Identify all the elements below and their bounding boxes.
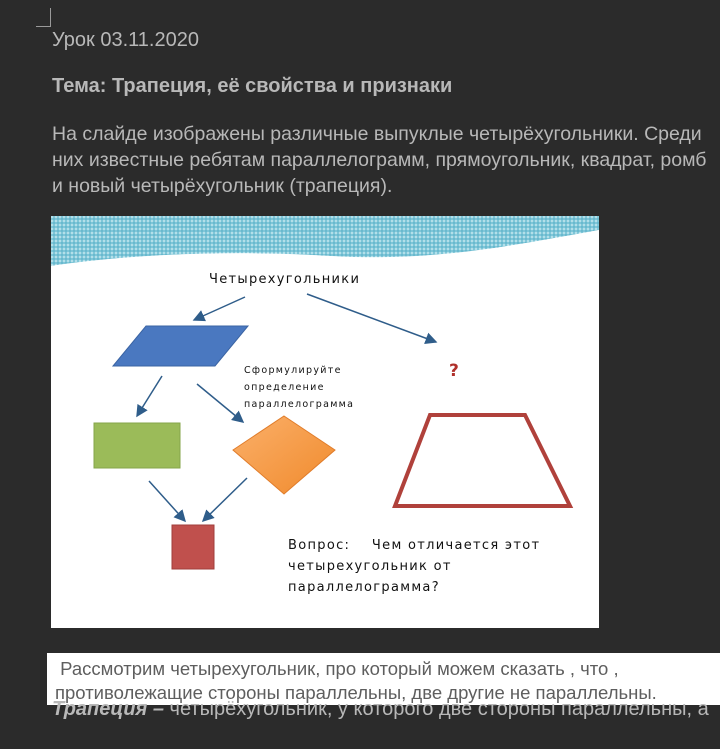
slide-hint <box>244 362 354 413</box>
arrow-to-parallelogram <box>194 297 245 320</box>
arrow-rhombus-to-square <box>203 478 247 521</box>
slide-question <box>288 535 540 598</box>
trapezoid-shape <box>395 415 570 506</box>
slide-question-mark: ? <box>449 361 459 381</box>
highlight-line-1: Рассмотрим четырехугольник, про который можем сказать , что , <box>55 658 624 679</box>
arrow-rect-to-square <box>149 481 185 521</box>
arrow-to-rectangle <box>137 376 162 416</box>
slide-image <box>51 216 599 628</box>
intro-paragraph: На слайде изображены различные выпуклые четырёхугольники. Среди них известные ребятам параллелограмм, прямоугольник, квадрат, ромб и новый четырёхугольник (трапеция). <box>52 123 707 197</box>
crop-mark <box>36 8 51 27</box>
highlight-line-2: противолежащие стороны параллельны, две другие не параллельны. <box>55 682 657 703</box>
lesson-date: Урок 03.11.2020 <box>52 29 199 51</box>
parallelogram-shape <box>113 326 248 366</box>
slide-question-line: четырехугольник от <box>288 559 452 574</box>
arrow-to-trapezoid <box>307 294 436 342</box>
arrow-to-rhombus <box>197 384 243 422</box>
rectangle-shape <box>94 423 180 468</box>
square-shape <box>172 525 214 569</box>
slide-hint-line: определение <box>244 382 325 393</box>
slide-hint-line: Сформулируйте <box>244 365 342 376</box>
definition-text: четырёхугольник, у которого две стороны параллельны, а <box>164 698 709 720</box>
definition-line <box>52 698 709 721</box>
slide-question-line: Вопрос: Чем отличается этот <box>288 538 541 553</box>
rhombus-shape <box>233 416 335 494</box>
definition-term: Трапеция – <box>52 698 164 720</box>
lesson-topic: Тема: Трапеция, её свойства и признаки <box>52 75 453 97</box>
slide-hint-line: параллелограмма <box>244 399 355 410</box>
slide-question-line: параллелограмма? <box>288 580 440 595</box>
slide-title: Четырехугольники <box>209 272 361 287</box>
